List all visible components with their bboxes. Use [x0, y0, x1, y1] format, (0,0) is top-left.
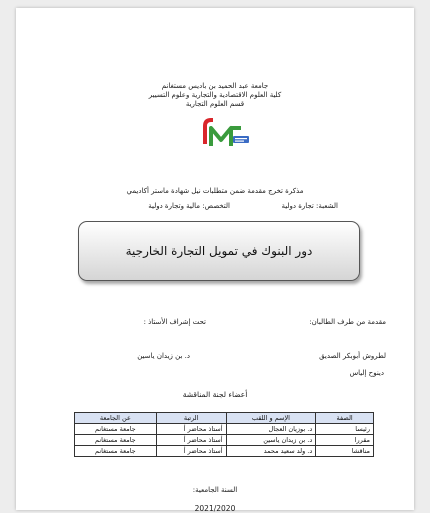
member-role: رئيسا: [316, 424, 374, 435]
column-header: عن الجامعة: [75, 413, 157, 424]
table-row: [75, 435, 374, 446]
member-university: جامعة مستغانم: [75, 424, 157, 435]
member-role: مقررا: [316, 435, 374, 446]
member-rank: أستاذ محاضر أ: [156, 446, 226, 457]
member-university: جامعة مستغانم: [75, 446, 157, 457]
student-name-2: دينوح إلياس: [349, 369, 384, 377]
member-name: د. بوزيان العجال: [226, 424, 316, 435]
committee-header-row: [75, 413, 374, 424]
department-name: قسم العلوم التجارية: [185, 100, 245, 108]
thesis-title-box: [78, 221, 360, 281]
member-role: مناقشا: [316, 446, 374, 457]
thesis-note: مذكرة تخرج مقدمة ضمن متطلبات نيل شهادة ماستر أكاديمي: [126, 187, 304, 195]
column-header: الإسم و اللقب: [226, 413, 316, 424]
member-rank: أستاذ محاضر أ: [156, 424, 226, 435]
students-label: مقدمة من طرف الطالبان:: [309, 318, 386, 326]
member-name: د. ولد سعيد محمد: [226, 446, 316, 457]
university-logo: [201, 116, 253, 152]
thesis-title: دور البنوك في تمويل التجارة الخارجية: [125, 244, 313, 258]
member-rank: أستاذ محاضر أ: [156, 435, 226, 446]
faculty-name: كلية العلوم الاقتصادية والتجارية وعلوم التسيير: [148, 91, 282, 99]
document-page: [16, 8, 414, 513]
member-name: د. بن زيدان ياسين: [226, 435, 316, 446]
university-name: جامعة عبد الحميد بن باديس مستغانم: [161, 82, 269, 90]
committee-heading: أعضاء لجنة المناقشة: [182, 390, 248, 399]
table-row: [75, 446, 374, 457]
student-name-1: لطروش أبوبكر الصديق: [319, 352, 386, 360]
university-logo-mark: [201, 116, 253, 152]
academic-year-value: 2021/2020: [194, 504, 236, 513]
table-row: [75, 424, 374, 435]
committee-table: [74, 412, 374, 457]
supervisor-label: تحت إشراف الأستاذ :: [143, 318, 206, 326]
column-header: الصفة: [316, 413, 374, 424]
thesis-branch: الشعبة: تجارة دولية: [281, 202, 338, 210]
column-header: الرتبة: [156, 413, 226, 424]
thesis-specialty: التخصص: مالية وتجارة دولية: [148, 202, 230, 210]
member-university: جامعة مستغانم: [75, 435, 157, 446]
academic-year-label: السنة الجامعية:: [192, 486, 238, 494]
supervisor-name: د. بن زيدان ياسين: [137, 352, 190, 360]
